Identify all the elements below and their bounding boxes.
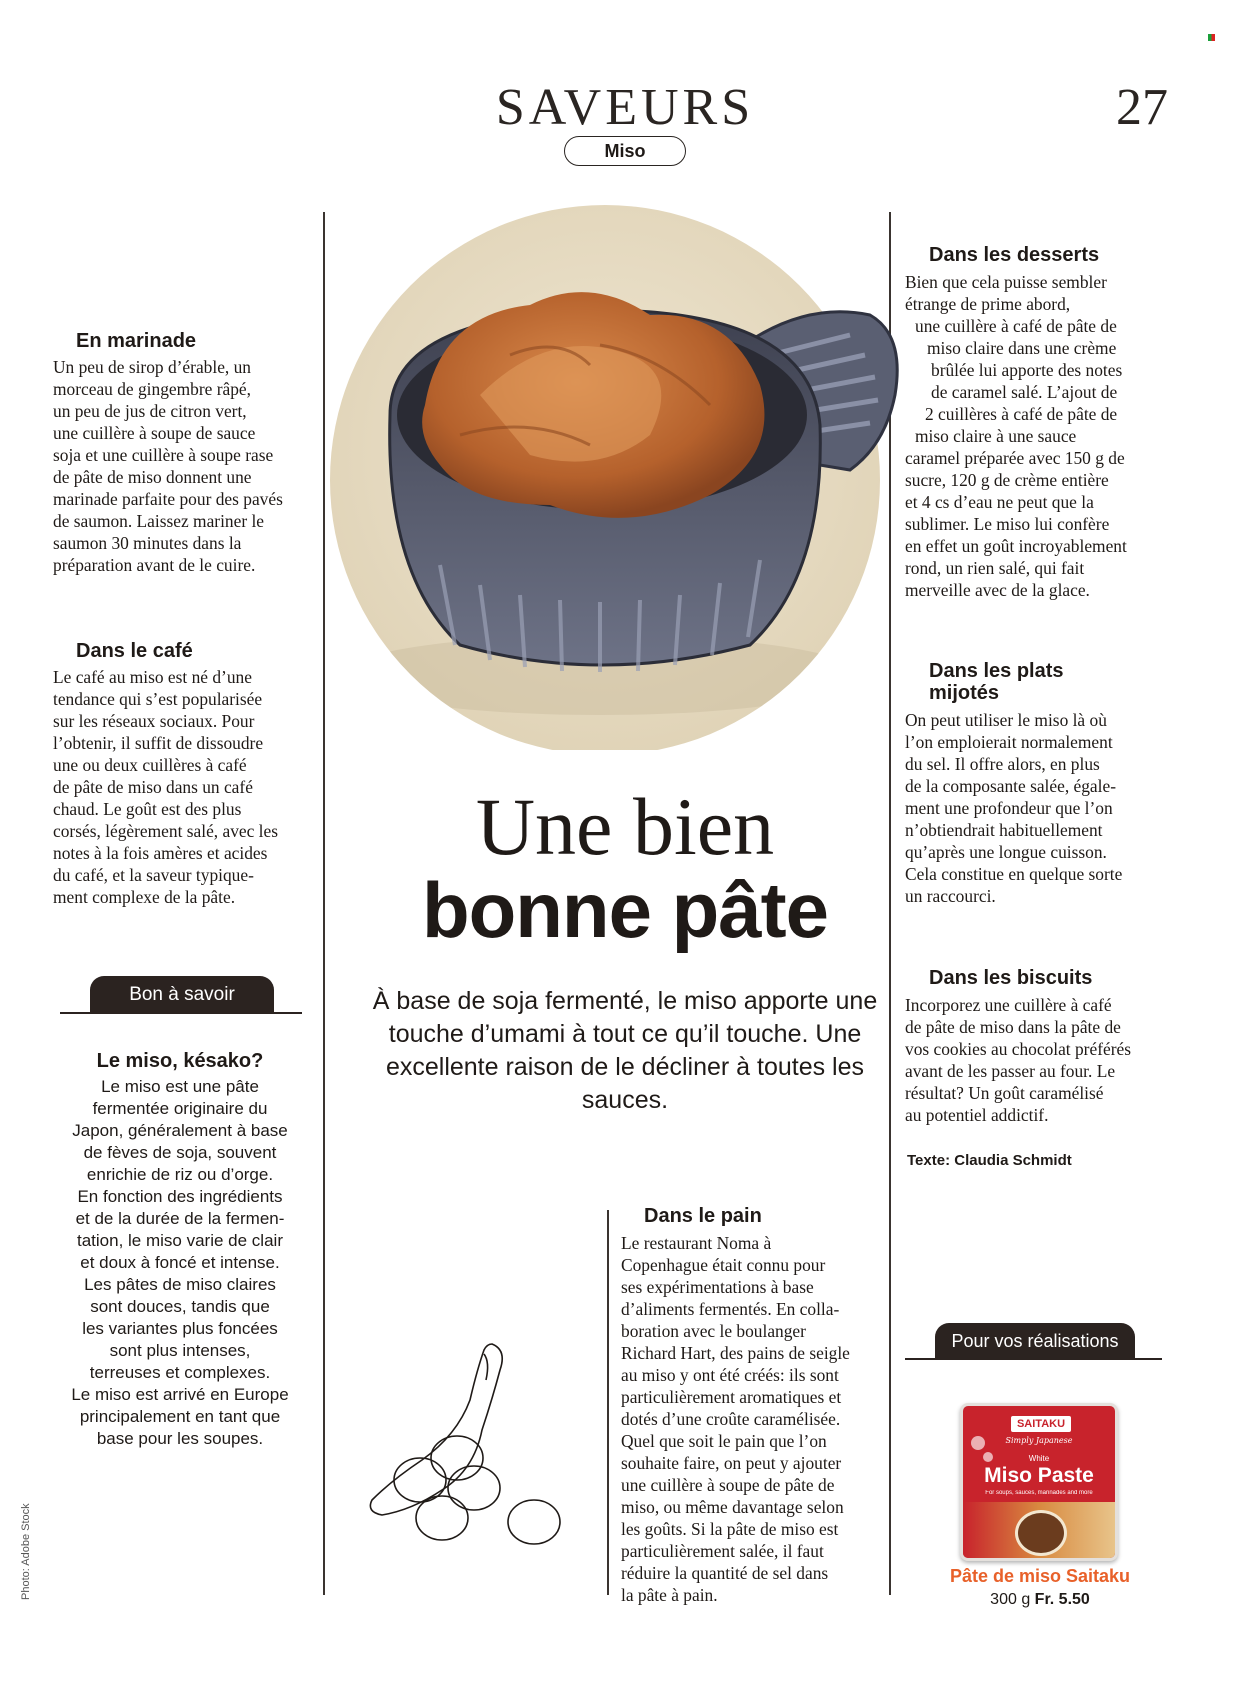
mijotes-heading: Dans les plats mijotés: [929, 660, 1064, 704]
pack-blossom-icon-2: [983, 1452, 993, 1462]
cafe-heading: Dans le café: [76, 640, 193, 662]
soybean-pod-illustration: [362, 1340, 572, 1550]
registration-mark-icon: [1208, 34, 1215, 41]
pain-heading: Dans le pain: [644, 1205, 762, 1227]
desserts-heading: Dans les desserts: [929, 244, 1100, 266]
biscuits-heading: Dans les biscuits: [929, 967, 1093, 989]
author-credit: Texte: Claudia Schmidt: [907, 1152, 1072, 1169]
pack-bowl: [1015, 1510, 1067, 1556]
topic-pill: Miso: [564, 136, 686, 166]
headline-line1: Une bien: [475, 781, 775, 872]
product-name: Pâte de miso Saitaku: [949, 1566, 1131, 1586]
marinade-text: Un peu de sirop d’érable, un morceau de gingembre râpé, un peu de jus de citron vert, une cuillère à soupe de sauce soja et une cuillère à soupe rase de pâte de miso donnent une marinade parfaite pour des pavés de saumon. Laissez mariner le saumon 30 minutes dans la préparation avant de le cuire.: [53, 357, 283, 575]
pack-blossom-icon: [971, 1436, 985, 1450]
column-rule-pain: [607, 1210, 609, 1595]
bon-a-savoir-tab: Bon à savoir: [90, 976, 274, 1013]
headline-line2: bonne pâte: [421, 866, 828, 954]
pack-brand: SAITAKU: [1011, 1416, 1071, 1432]
section-title: SAVEURS: [495, 79, 755, 136]
mijotes-text: On peut utiliser le miso là où l’on emploierait normalement du sel. Il offre alors, en plus de la composante salée, égale- ment une profondeur que l’on n’obtiendrait habituellement qu’après une longue cuisson. Cela constitue en quelque sorte un raccourci.: [905, 710, 1123, 906]
cafe-text: Le café au miso est né d’une tendance qui s’est popularisée sur les réseaux sociaux. Pour l’obtenir, il suffit de dissoudre une ou deux cuillères à café de pâte de miso dans un café chaud. Le goût est des plus corsés, légèrement salé, avec les notes à la fois amères et acides du café, et la saveur typique- ment complexe de la pâte.: [53, 667, 278, 907]
biscuits-text: Incorporez une cuillère à café de pâte de miso dans la pâte de vos cookies au chocolat préférés avant de les passer au four. Le résultat? Un goût caramélisé au potentiel addictif.: [905, 995, 1131, 1125]
miso-bowl-image: [330, 205, 905, 750]
pack-white-label: White: [1028, 1454, 1050, 1463]
realisations-tab: Pour vos réalisations: [935, 1323, 1135, 1359]
kesako-text: Le miso est une pâte fermentée originaire du Japon, généralement à base de fèves de soja, souvent enrichie de riz ou d’orge. En fonction des ingrédients et de la durée de la fermen- tation, le miso varie de clair et doux à foncé et intense. Les pâtes de miso claires sont douces, tandis que les variantes plus foncées sont plus intenses, terreuses et complexes. Le miso est arrivé en Europe principalement en tant que base pour les soupes.: [71, 1077, 289, 1448]
bon-a-savoir-rule: [60, 1012, 302, 1014]
page-number: 27: [1116, 79, 1168, 136]
product-price: 300 g Fr. 5.50: [990, 1591, 1090, 1608]
pack-small-text: For soups, sauces, marinades and more: [985, 1490, 1093, 1496]
intro-text: À base de soja fermenté, le miso apporte une touche d’umami à tout ce qu’il touche. Une excellente raison de le décliner à toutes les sauces.: [372, 987, 878, 1114]
miso-paste-pack: [960, 1403, 1118, 1561]
pack-label: Miso Paste: [984, 1464, 1094, 1487]
pack-brand-sub: Simply Japanese: [1005, 1436, 1073, 1445]
realisations-rule: [905, 1358, 1162, 1360]
kesako-box: [60, 1050, 300, 1450]
marinade-heading: En marinade: [76, 330, 197, 352]
photo-credit: Photo: Adobe Stock: [20, 1503, 32, 1600]
kesako-heading: Le miso, késako?: [96, 1050, 264, 1072]
desserts-text: Bien que cela puisse sembler étrange de prime abord, une cuillère à café de pâte de miso claire dans une crème brûlée lui apporte des notes de caramel salé. L’ajout de 2 cuillères à café de pâte de miso claire à une sauce caramel préparée avec 150 g de sucre, 120 g de crème entière et 4 cs d’eau ne peut que la sublimer. Le miso lui confère en effet un goût incroyablement rond, un rien salé, qui fait merveille avec de la glace.: [905, 272, 1127, 600]
pain-text: Le restaurant Noma à Copenhague était connu pour ses expérimentations à base d’aliments fermentés. En colla- boration avec le boulanger Richard Hart, des pains de seigle au miso y ont été créés: ils sont particulièrement aromatiques et dotés d’une croûte caramélisée. Quel que soit le pain que l’on souhaite faire, on peut y ajouter une cuillère à soupe de pâte de miso, ou même davantage selon les goûts. Si la pâte de miso est particulièrement salée, il faut réduire la quantité de sel dans la pâte à pain.: [621, 1233, 850, 1605]
